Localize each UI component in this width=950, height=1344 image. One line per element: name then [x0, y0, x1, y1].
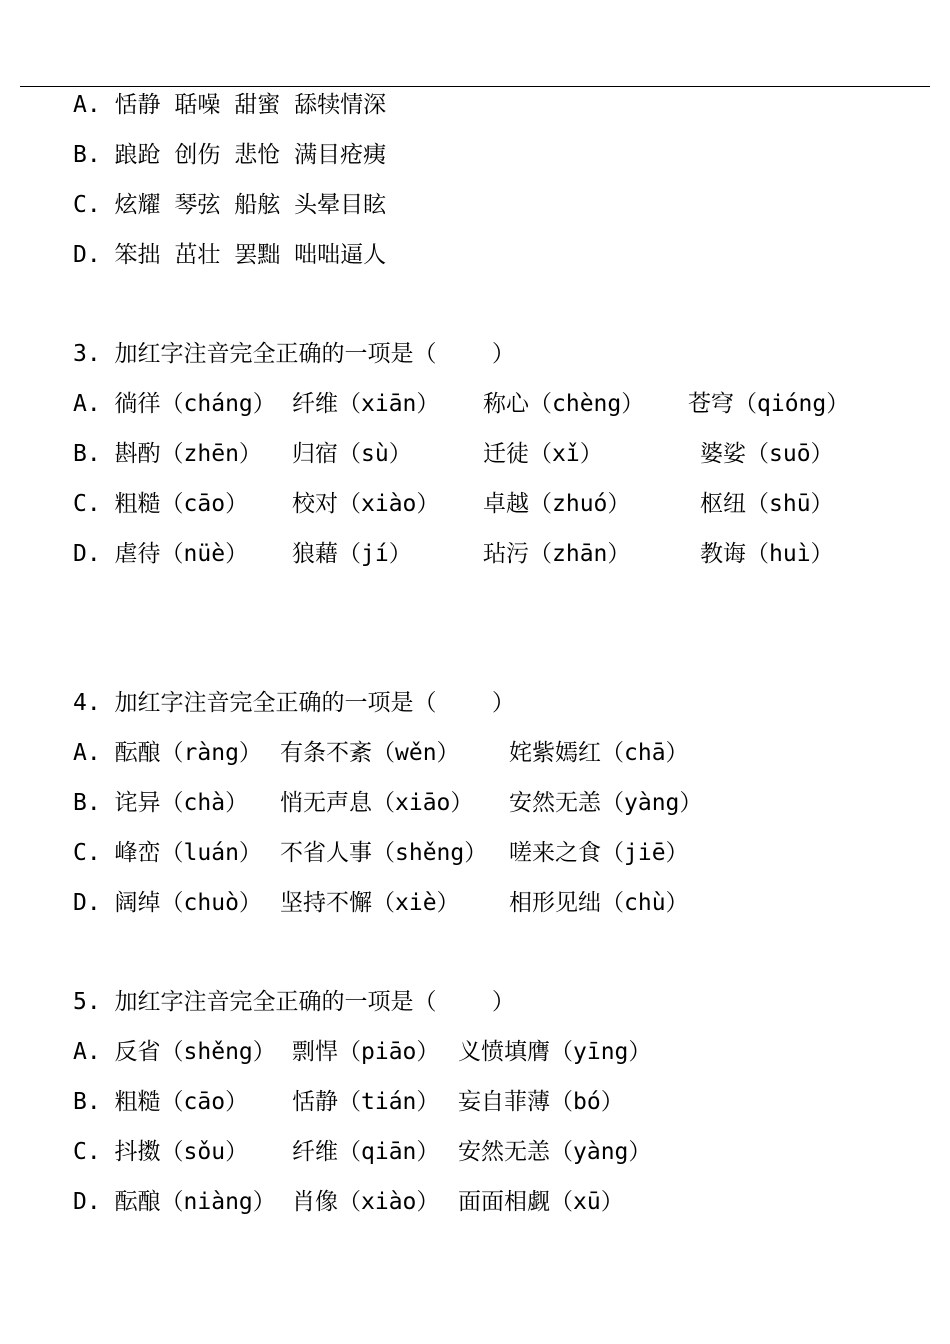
q3-option-c-item-3: 卓越（zhuó）	[483, 491, 631, 517]
q3-option-c-item-2: 校对（xiào）	[292, 491, 440, 517]
q3-option-d-item-2: 狼藉（jí）	[292, 541, 412, 567]
q4-option-a-item-3: 姹紫嫣红（chā）	[509, 740, 689, 766]
q5-option-a-item-3: 义愤填膺（yīng）	[458, 1039, 652, 1065]
q3-option-a-item-1: A. 徜徉（cháng）	[73, 391, 276, 417]
q3-option-d-item-1: D. 虐待（nüè）	[73, 541, 249, 567]
q4-option-c-item-2: 不省人事（shěng）	[280, 840, 488, 866]
q2-option-a: A. 恬静 聒噪 甜蜜 舔犊情深	[73, 92, 387, 118]
q4-option-d-item-2: 坚持不懈（xiè）	[280, 890, 460, 916]
q4-stem: 4. 加红字注音完全正确的一项是（ ）	[73, 690, 515, 716]
q3-option-b-item-1: B. 斟酌（zhēn）	[73, 441, 262, 467]
q5-option-d-item-3: 面面相觑（xū）	[458, 1189, 624, 1215]
q5-option-c-item-1: C. 抖擞（sǒu）	[73, 1139, 249, 1165]
q5-option-b-item-3: 妄自菲薄（bó）	[458, 1089, 624, 1115]
q5-option-a-item-2: 剽悍（piāo）	[292, 1039, 440, 1065]
q3-option-a-item-2: 纤维（xiān）	[292, 391, 440, 417]
q5-option-d-item-1: D. 酝酿（niàng）	[73, 1189, 276, 1215]
q4-option-a-item-1: A. 酝酿（ràng）	[73, 740, 262, 766]
q3-option-d	[73, 539, 834, 689]
q4-option-b-item-2: 悄无声息（xiāo）	[280, 790, 474, 816]
q4-option-c-item-1: C. 峰峦（luán）	[73, 840, 262, 866]
q3-option-c-item-4: 枢纽（shū）	[700, 491, 834, 517]
q3-option-b-item-2: 归宿（sù）	[292, 441, 412, 467]
q5-option-b-item-2: 恬静（tián）	[292, 1089, 440, 1115]
q2-option-c: C. 炫耀 琴弦 船舷 头晕目眩	[73, 192, 387, 218]
q4-option-c-item-3: 嗟来之食（jiē）	[509, 840, 689, 866]
q5-option-d-item-2: 肖像（xiào）	[292, 1189, 440, 1215]
q5-option-a-item-1: A. 反省（shěng）	[73, 1039, 276, 1065]
q3-option-b-item-4: 婆娑（suō）	[700, 441, 834, 467]
q5-option-b-item-1: B. 粗糙（cāo）	[73, 1089, 249, 1115]
header-rule	[20, 86, 930, 87]
q4-option-b-item-1: B. 诧异（chà）	[73, 790, 249, 816]
q4-option-a-item-2: 有条不紊（wěn）	[280, 740, 460, 766]
q5-option-c-item-3: 安然无恙（yàng）	[458, 1139, 652, 1165]
q3-option-c-item-1: C. 粗糙（cāo）	[73, 491, 249, 517]
q3-option-b-item-3: 迁徒（xǐ）	[483, 441, 603, 467]
q3-option-a-item-4: 苍穹（qióng）	[688, 391, 850, 417]
q4-option-b-item-3: 安然无恙（yàng）	[509, 790, 703, 816]
q2-option-b: B. 踉跄 创伤 悲怆 满目疮痍	[73, 142, 387, 168]
q4-option-d-item-3: 相形见绌（chù）	[509, 890, 689, 916]
q3-option-d-item-4: 教诲（huì）	[700, 541, 834, 567]
q4-option-d-item-1: D. 阔绰（chuò）	[73, 890, 262, 916]
q5-stem: 5. 加红字注音完全正确的一项是（ ）	[73, 989, 515, 1015]
q3-option-d-item-3: 玷污（zhān）	[483, 541, 631, 567]
q3-stem: 3. 加红字注音完全正确的一项是（ ）	[73, 341, 515, 367]
q5-option-c-item-2: 纤维（qiān）	[292, 1139, 440, 1165]
q3-option-a-item-3: 称心（chèng）	[483, 391, 645, 417]
q5-option-d	[73, 1187, 624, 1307]
q2-option-d: D. 笨拙 茁壮 罢黜 咄咄逼人	[73, 242, 387, 268]
